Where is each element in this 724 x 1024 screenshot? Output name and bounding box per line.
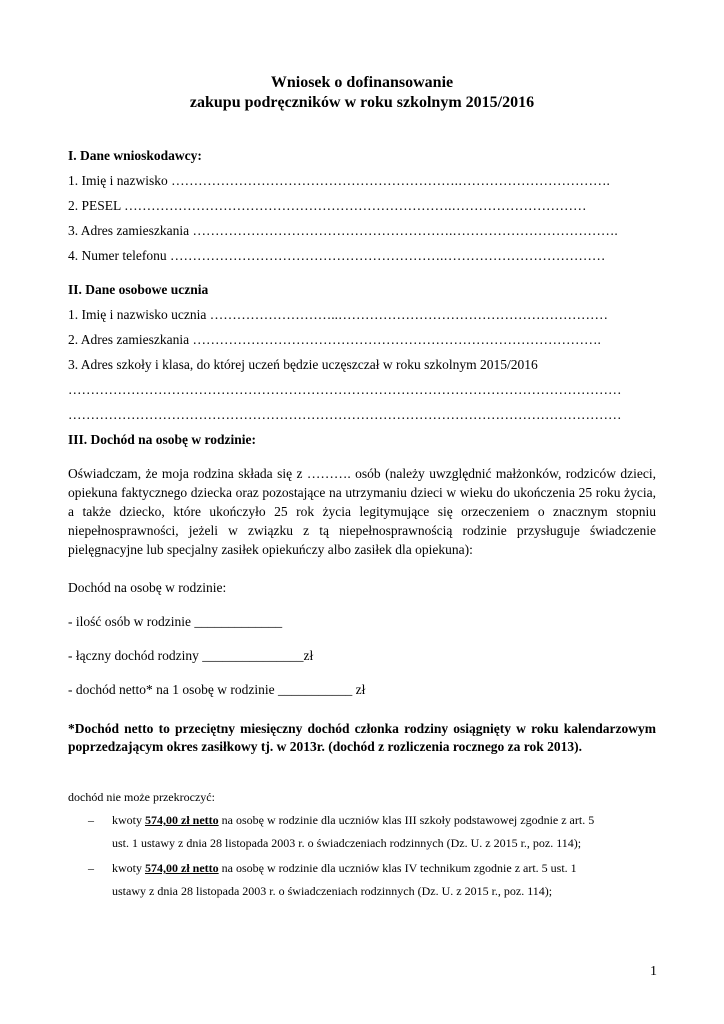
bullet-dash-1: – <box>88 813 94 827</box>
limit-bullet-1-line-2: ust. 1 ustawy z dnia 28 listopada 2003 r. o świadczeniach rodzinnych (Dz. U. z 2015 r., poz. 114); <box>112 836 582 850</box>
net-income-note: *Dochód netto to przeciętny miesięczny dochód członka rodziny osiągnięty w roku kalendarzowym poprzedzającym okres zasiłkowy tj. w 2013r. (dochód z rozliczenia rocznego za rok 2013). <box>68 721 656 754</box>
limit-intro: dochód nie może przekroczyć: <box>68 790 215 804</box>
limit-amount-2: 574,00 zł netto <box>145 861 219 875</box>
limit-bullet-2: kwoty 574,00 zł netto na osobę w rodzinie dla uczniów klas IV technikum zgodnie z art. 5 ust. 1 <box>112 861 577 875</box>
page-number: 1 <box>650 964 657 979</box>
family-size-field[interactable]: - ilość osób w rodzinie _____________ <box>68 614 283 629</box>
section-3-heading: III. Dochód na osobę w rodzinie: <box>68 432 257 447</box>
title-line-2: zakupu podręczników w roku szkolnym 2015/2016 <box>189 94 535 111</box>
applicant-pesel-field[interactable]: 2. PESEL ……………………………………………………………….………………………… <box>68 198 587 213</box>
income-label: Dochód na osobę w rodzinie: <box>68 580 227 595</box>
school-class-label: 3. Adres szkoły i klasa, do której uczeń będzie uczęszczał w roku szkolnym 2015/2016 <box>68 357 538 372</box>
declaration-paragraph: Oświadczam, że moja rodzina składa się z ………. osób (należy uwzględnić małżonków, rodziców dzieci, opiekuna faktycznego dziecka oraz pozostające na utrzymaniu dzieci w wieku do ukończenia 25 roku życia, a także dziecko, które ukończyło 25 rok życia legitymujące się orzeczeniem o znacznym stopniu niepełnosprawności, jeżeli w związku z tą niepełnosprawnością rodzinie przysługuje świadczenie pielęgnacyjne lub specjalny zasiłek opiekuńczy albo zasiłek dla opiekuna): <box>68 466 656 557</box>
school-class-field-1[interactable]: …………………………………………………………………………………………………………… <box>68 382 622 397</box>
section-1-heading: I. Dane wnioskodawcy: <box>68 148 202 163</box>
student-address-field[interactable]: 2. Adres zamieszkania ………………………………………………………………………………. <box>68 332 601 347</box>
school-class-field-2[interactable]: …………………………………………………………………………………………………………… <box>68 407 622 422</box>
student-name-field[interactable]: 1. Imię i nazwisko ucznia ………………………..…………………………………………………… <box>68 307 608 322</box>
limit-bullet-2-line-2: ustawy z dnia 28 listopada 2003 r. o świadczeniach rodzinnych (Dz. U. z 2015 r., poz. 114); <box>112 884 553 898</box>
bullet-dash-2: – <box>88 861 94 875</box>
section-2-heading: II. Dane osobowe ucznia <box>68 282 209 297</box>
total-income-field[interactable]: - łączny dochód rodziny _______________zł <box>68 648 314 663</box>
applicant-address-field[interactable]: 3. Adres zamieszkania ………………………………………………….………………………………. <box>68 223 618 238</box>
limit-amount-1: 574,00 zł netto <box>145 813 219 827</box>
title-line-1: Wniosek o dofinansowanie <box>270 74 454 91</box>
applicant-phone-field[interactable]: 4. Numer telefonu …………………………………………………….……………………………… <box>68 248 606 263</box>
limit-bullet-1: kwoty 574,00 zł netto na osobę w rodzinie dla uczniów klas III szkoły podstawowej zgodnie z art. 5 <box>112 813 595 827</box>
applicant-name-field[interactable]: 1. Imię i nazwisko ……………………………………………………….……………………………. <box>68 173 610 188</box>
net-income-field[interactable]: - dochód netto* na 1 osobę w rodzinie ___________ zł <box>68 682 366 697</box>
